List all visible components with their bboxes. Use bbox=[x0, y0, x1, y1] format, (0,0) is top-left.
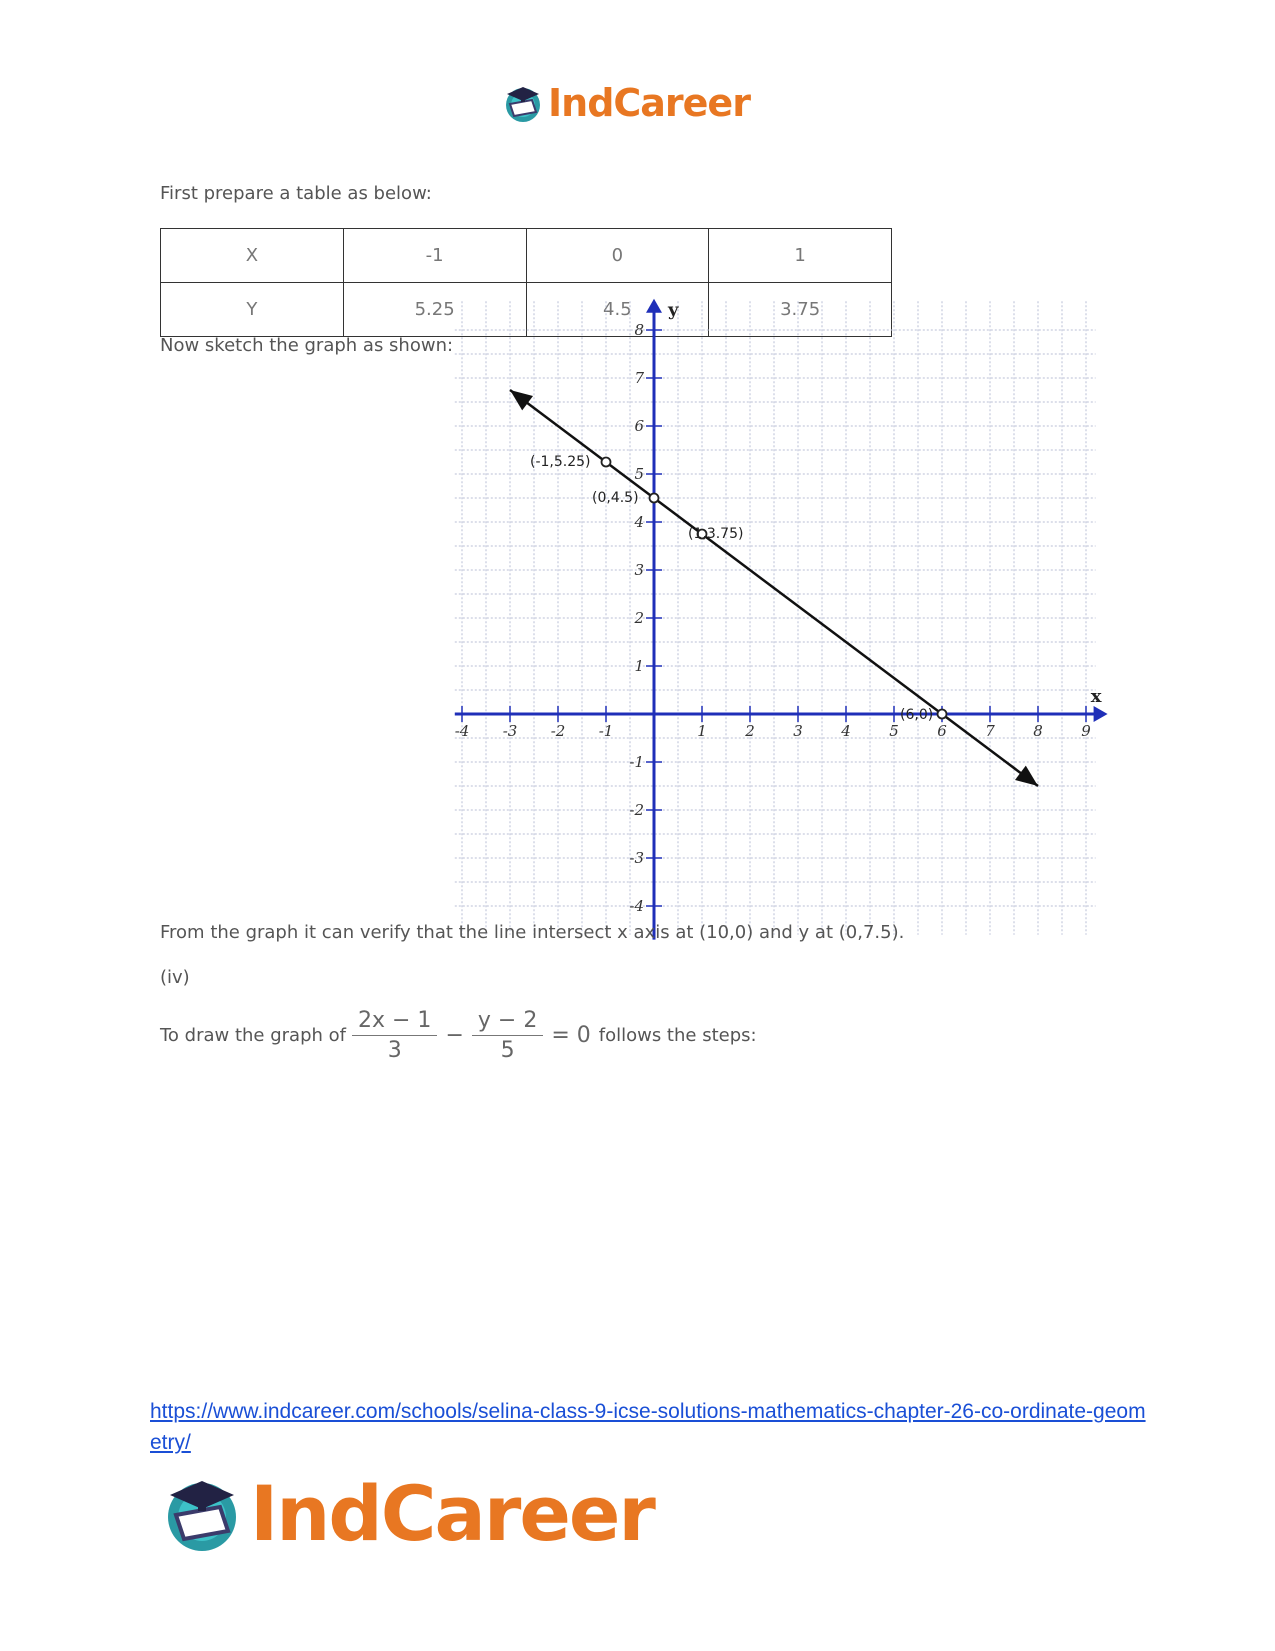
y-tick-label: 2 bbox=[634, 609, 644, 627]
y-tick-label: 5 bbox=[634, 465, 644, 483]
table-cell: 3.75 bbox=[709, 283, 892, 337]
equation-line bbox=[160, 1008, 757, 1063]
values-table bbox=[160, 228, 892, 337]
y-tick-label: 3 bbox=[634, 561, 644, 579]
x-tick-label: 4 bbox=[841, 722, 851, 740]
point-label: (6,0) bbox=[900, 707, 934, 723]
x-axis-label: x bbox=[1090, 686, 1102, 707]
table-row bbox=[161, 229, 892, 283]
x-tick-label: 3 bbox=[793, 722, 803, 740]
x-tick-label: -2 bbox=[550, 722, 566, 740]
y-tick-label: -1 bbox=[629, 753, 644, 771]
y-tick-label: -2 bbox=[629, 801, 644, 819]
point-label: (-1,5.25) bbox=[530, 454, 591, 470]
y-tick-label: 7 bbox=[634, 369, 644, 387]
x-tick-label: 6 bbox=[937, 722, 947, 740]
x-tick-label: 5 bbox=[889, 722, 899, 740]
fraction-2 bbox=[472, 1008, 543, 1063]
intro-text: First prepare a table as below: bbox=[160, 183, 432, 204]
point-label: (0,4.5) bbox=[592, 490, 639, 506]
x-tick-label: -1 bbox=[598, 722, 614, 740]
x-tick-label: 9 bbox=[1081, 722, 1091, 740]
x-tick-label: 1 bbox=[697, 722, 707, 740]
numerator: 2x − 1 bbox=[352, 1008, 437, 1036]
x-axis-arrow bbox=[1094, 706, 1108, 722]
x-tick-label: 8 bbox=[1033, 722, 1043, 740]
logo-text: IndCareer bbox=[548, 81, 750, 125]
y-tick-label: -4 bbox=[629, 897, 644, 915]
table-cell: -1 bbox=[343, 229, 526, 283]
denominator: 3 bbox=[387, 1038, 402, 1063]
y-tick-label: 8 bbox=[634, 321, 644, 339]
equals-zero: = 0 bbox=[551, 1023, 591, 1048]
data-point bbox=[938, 710, 947, 719]
table-cell: 4.5 bbox=[526, 283, 709, 337]
graduation-globe-icon bbox=[160, 1471, 244, 1555]
y-tick-label: 1 bbox=[634, 657, 644, 675]
header-logo bbox=[502, 78, 750, 128]
minus-sign: − bbox=[445, 1023, 464, 1048]
y-tick-label: 6 bbox=[634, 417, 644, 435]
logo-text: IndCareer bbox=[250, 1468, 654, 1558]
x-tick-label: 2 bbox=[745, 722, 755, 740]
x-tick-label: -3 bbox=[502, 722, 518, 740]
numerator: y − 2 bbox=[472, 1008, 543, 1036]
data-point bbox=[602, 458, 611, 467]
x-tick-label: 7 bbox=[985, 722, 995, 740]
table-cell: 1 bbox=[709, 229, 892, 283]
table-cell: 0 bbox=[526, 229, 709, 283]
verify-text: From the graph it can verify that the line intersect x axis at (10,0) and y at (0,7.5). bbox=[160, 922, 905, 943]
y-tick-label: 4 bbox=[634, 513, 644, 531]
footer-logo bbox=[160, 1468, 654, 1558]
equation-lead: To draw the graph of bbox=[160, 1025, 346, 1046]
data-point bbox=[650, 494, 659, 503]
line-arrow-end bbox=[1015, 766, 1038, 786]
sketch-text: Now sketch the graph as shown: bbox=[160, 335, 454, 356]
y-axis-label: y bbox=[668, 299, 679, 321]
table-cell: Y bbox=[161, 283, 344, 337]
table-row bbox=[161, 283, 892, 337]
x-tick-label: -4 bbox=[454, 722, 470, 740]
equation-tail: follows the steps: bbox=[598, 1025, 757, 1046]
table-cell: X bbox=[161, 229, 344, 283]
fraction-1 bbox=[352, 1008, 437, 1063]
table-cell: 5.25 bbox=[343, 283, 526, 337]
denominator: 5 bbox=[500, 1038, 515, 1063]
source-link[interactable]: https://www.indcareer.com/schools/selina-class-9-icse-solutions-mathematics-chapter-26-co-ordinate-geometry/ bbox=[150, 1400, 1146, 1454]
line-arrow-start bbox=[510, 390, 533, 410]
graduation-globe-icon bbox=[502, 82, 544, 124]
y-tick-label: -3 bbox=[629, 849, 644, 867]
line-graph bbox=[454, 299, 1108, 915]
part-label: (iv) bbox=[160, 967, 190, 988]
point-label: (1,3.75) bbox=[688, 526, 744, 542]
